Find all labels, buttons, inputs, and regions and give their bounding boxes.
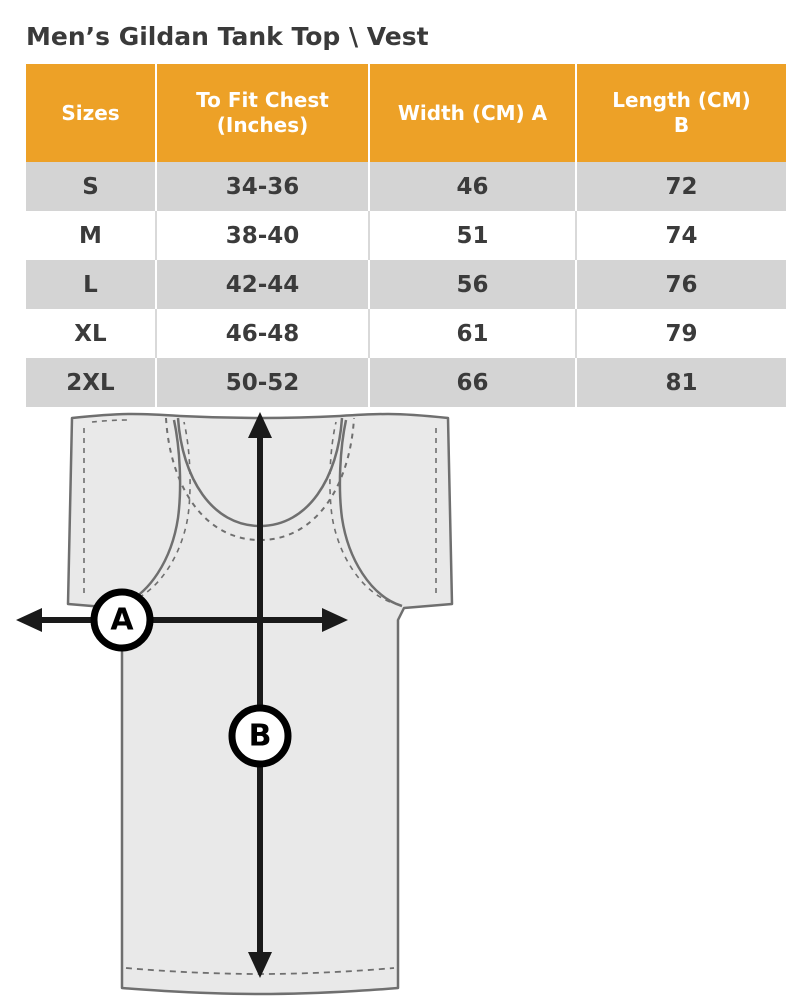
cell-length: 79 — [576, 309, 786, 358]
cell-width: 56 — [369, 260, 576, 309]
cell-chest: 50-52 — [156, 358, 369, 407]
label-a: A — [110, 602, 134, 638]
cell-chest: 34-36 — [156, 162, 369, 211]
cell-size: L — [26, 260, 156, 309]
cell-length: 81 — [576, 358, 786, 407]
table-body — [26, 162, 786, 407]
table-row — [26, 309, 786, 358]
cell-chest: 38-40 — [156, 211, 369, 260]
column-header-length-line1: Length (CM) — [612, 88, 751, 112]
cell-size: M — [26, 211, 156, 260]
column-header-width — [369, 64, 576, 162]
table-header — [26, 64, 786, 162]
cell-length: 72 — [576, 162, 786, 211]
cell-chest: 46-48 — [156, 309, 369, 358]
cell-length: 74 — [576, 211, 786, 260]
label-b: B — [248, 718, 272, 754]
column-header-chest — [156, 64, 369, 162]
column-header-width-line1: Width (CM) A — [397, 100, 548, 125]
cell-size: 2XL — [26, 358, 156, 407]
column-header-length — [576, 64, 786, 162]
cell-width: 61 — [369, 309, 576, 358]
table-row — [26, 162, 786, 211]
column-header-length-line2: B — [673, 113, 690, 137]
table-row — [26, 358, 786, 407]
cell-width: 66 — [369, 358, 576, 407]
cell-length: 76 — [576, 260, 786, 309]
column-header-sizes-line1: Sizes — [61, 100, 120, 125]
cell-size: S — [26, 162, 156, 211]
table-header-row — [26, 64, 786, 162]
cell-width: 46 — [369, 162, 576, 211]
table-row — [26, 260, 786, 309]
column-header-sizes — [26, 64, 156, 162]
cell-size: XL — [26, 309, 156, 358]
size-chart-table — [26, 64, 786, 407]
table-row — [26, 211, 786, 260]
cell-chest: 42-44 — [156, 260, 369, 309]
column-header-chest-line2: (Inches) — [216, 113, 309, 137]
column-header-chest-line1: To Fit Chest — [196, 88, 329, 112]
cell-width: 51 — [369, 211, 576, 260]
garment-diagram — [0, 408, 812, 1000]
page-title: Men’s Gildan Tank Top \ Vest — [26, 22, 429, 51]
